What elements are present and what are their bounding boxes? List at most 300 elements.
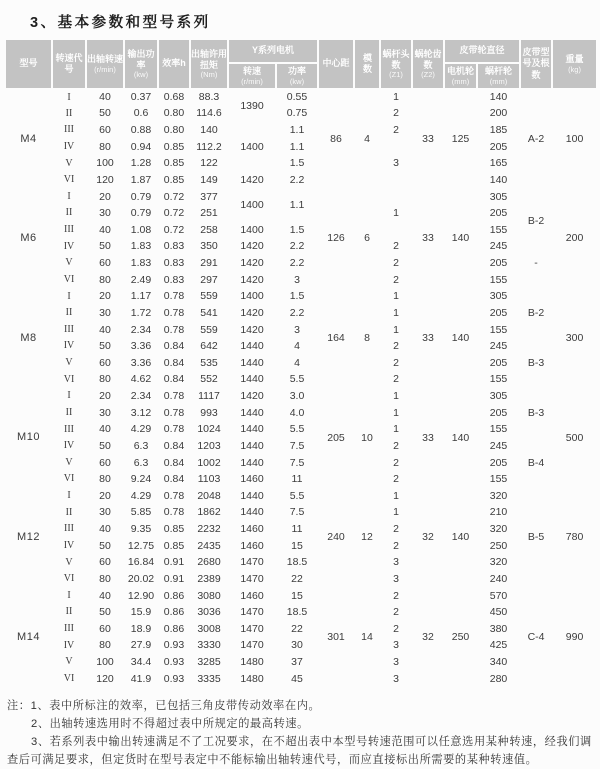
cell-model: M12 [5, 488, 52, 588]
cell-wheel-teeth: 32 [412, 488, 444, 588]
cell-motor-power: 18.5 [276, 604, 318, 621]
note-line: 3、若系列表中输出转速满足不了工况要求，在不超出表中本型号转速范围可以任意选用某种转速，经我们调查后可满足要求，但定货时在型号表定中不能标输出轴转速代号，而应直接标出所需要的某种转速值。 [7, 733, 594, 769]
cell-output-speed: 100 [86, 654, 124, 671]
cell-speed-code: III [52, 621, 86, 638]
cell-output-speed: 30 [86, 205, 124, 222]
cell-efficiency: 0.86 [158, 604, 190, 621]
note-text: 1、表中所标注的效率，已包括三角皮带传动效率在内。 [31, 697, 321, 715]
cell-worm-starts: 3 [380, 555, 412, 572]
cell-motor-speed: 1420 [228, 239, 276, 256]
cell-torque: 3036 [190, 604, 228, 621]
cell-belt [520, 422, 552, 455]
cell-wheel-teeth: 33 [412, 289, 444, 389]
note-label: 注： [7, 697, 31, 715]
cell-belt [520, 289, 552, 306]
cell-speed-code: III [52, 322, 86, 339]
cell-output-speed: 40 [86, 322, 124, 339]
cell-speed-code: I [52, 89, 86, 106]
cell-motor-speed: 1420 [228, 255, 276, 272]
cell-motor-speed: 1460 [228, 471, 276, 488]
cell-worm-pulley: 250 [477, 538, 520, 555]
cell-efficiency: 0.78 [158, 405, 190, 422]
cell-torque: 251 [190, 205, 228, 222]
footer-notes [7, 697, 594, 769]
cell-worm-starts: 1 [380, 305, 412, 322]
cell-speed-code: III [52, 122, 86, 139]
cell-torque: 1002 [190, 455, 228, 472]
cell-motor-power: 1.5 [276, 289, 318, 306]
table-row [5, 538, 597, 555]
cell-torque: 291 [190, 255, 228, 272]
cell-output-power: 12.75 [124, 538, 158, 555]
header-output-power: 输出功率 (kw) [124, 39, 158, 89]
cell-efficiency: 0.86 [158, 588, 190, 605]
cell-torque: 535 [190, 355, 228, 372]
cell-output-power: 0.79 [124, 189, 158, 206]
table-row [5, 222, 597, 239]
cell-torque: 3008 [190, 621, 228, 638]
cell-weight: 500 [552, 388, 597, 488]
cell-output-speed: 60 [86, 255, 124, 272]
cell-output-power: 3.36 [124, 355, 158, 372]
cell-motor-speed: 1480 [228, 671, 276, 688]
cell-motor-speed: 1440 [228, 438, 276, 455]
cell-output-power: 1.87 [124, 172, 158, 189]
cell-worm-starts: 2 [380, 372, 412, 389]
cell-worm-pulley: 205 [477, 355, 520, 372]
cell-speed-code: V [52, 355, 86, 372]
cell-worm-pulley: 205 [477, 455, 520, 472]
cell-output-power: 3.36 [124, 338, 158, 355]
cell-motor-speed: 1460 [228, 588, 276, 605]
cell-motor-pulley: 140 [444, 289, 477, 389]
cell-output-speed: 20 [86, 388, 124, 405]
cell-output-speed: 80 [86, 638, 124, 655]
cell-speed-code: IV [52, 239, 86, 256]
cell-worm-pulley: 320 [477, 555, 520, 572]
cell-output-power: 0.79 [124, 205, 158, 222]
cell-output-power: 9.24 [124, 471, 158, 488]
cell-motor-power: 2.2 [276, 305, 318, 322]
cell-motor-speed: 1440 [228, 455, 276, 472]
cell-torque: 541 [190, 305, 228, 322]
header-model: 型号 [5, 39, 52, 89]
cell-efficiency: 0.72 [158, 205, 190, 222]
header-torque: 出轴许用扭矩 (Nm) [190, 39, 228, 89]
cell-motor-speed: 1470 [228, 621, 276, 638]
cell-efficiency: 0.85 [158, 139, 190, 156]
cell-speed-code: II [52, 205, 86, 222]
cell-torque: 1862 [190, 505, 228, 522]
cell-speed-code: VI [52, 272, 86, 289]
cell-speed-code: V [52, 455, 86, 472]
table-row [5, 638, 597, 655]
table-row [5, 671, 597, 688]
cell-worm-pulley: 185 [477, 122, 520, 139]
cell-worm-starts: 2 [380, 538, 412, 555]
cell-motor-speed: 1420 [228, 172, 276, 189]
cell-motor-power: 7.5 [276, 438, 318, 455]
cell-motor-speed: 1470 [228, 571, 276, 588]
cell-worm-pulley: 305 [477, 289, 520, 306]
cell-motor-speed: 1460 [228, 521, 276, 538]
cell-efficiency: 0.91 [158, 571, 190, 588]
cell-output-power: 34.4 [124, 654, 158, 671]
cell-worm-pulley: 205 [477, 405, 520, 422]
cell-output-power: 5.85 [124, 505, 158, 522]
cell-torque: 258 [190, 222, 228, 239]
cell-output-power: 1.83 [124, 255, 158, 272]
table-row [5, 106, 597, 123]
cell-torque: 3335 [190, 671, 228, 688]
cell-output-power: 2.49 [124, 272, 158, 289]
cell-worm-starts: 1 [380, 322, 412, 339]
cell-speed-code: II [52, 604, 86, 621]
cell-speed-code: II [52, 305, 86, 322]
table-row [5, 272, 597, 289]
cell-worm-starts: 2 [380, 355, 412, 372]
cell-motor-speed: 1440 [228, 422, 276, 439]
cell-motor-speed: 1400 [228, 222, 276, 239]
cell-output-speed: 80 [86, 139, 124, 156]
cell-torque: 122 [190, 156, 228, 173]
cell-efficiency: 0.85 [158, 156, 190, 173]
cell-output-speed: 50 [86, 106, 124, 123]
header-efficiency: 效率h [158, 39, 190, 89]
note-line [7, 697, 594, 715]
cell-worm-pulley: 205 [477, 255, 520, 272]
cell-output-speed: 40 [86, 89, 124, 106]
cell-motor-power: 5.5 [276, 422, 318, 439]
cell-worm-starts: 3 [380, 638, 412, 655]
table-row [5, 388, 597, 405]
cell-output-speed: 50 [86, 338, 124, 355]
cell-output-power: 3.12 [124, 405, 158, 422]
cell-worm-pulley: 380 [477, 621, 520, 638]
cell-motor-power: 1.5 [276, 156, 318, 173]
header-worm-starts: 蜗杆头数 (Z1) [380, 39, 412, 89]
header-worm-pulley: 蜗杆轮 (mm) [477, 63, 520, 89]
cell-motor-power: 1.1 [276, 139, 318, 156]
cell-speed-code: II [52, 405, 86, 422]
cell-motor-power: 4 [276, 338, 318, 355]
cell-output-power: 4.62 [124, 372, 158, 389]
cell-speed-code: V [52, 255, 86, 272]
table-row [5, 338, 597, 355]
cell-torque: 1203 [190, 438, 228, 455]
cell-speed-code: II [52, 106, 86, 123]
cell-worm-starts: 3 [380, 671, 412, 688]
cell-center-distance: 205 [318, 388, 354, 488]
cell-efficiency: 0.78 [158, 505, 190, 522]
cell-output-speed: 30 [86, 505, 124, 522]
cell-torque: 377 [190, 189, 228, 206]
cell-worm-pulley: 140 [477, 172, 520, 189]
cell-motor-pulley: 140 [444, 189, 477, 289]
cell-motor-power: 0.55 [276, 89, 318, 106]
cell-output-power: 1.28 [124, 156, 158, 173]
cell-motor-power: 1.1 [276, 122, 318, 139]
cell-worm-pulley: 305 [477, 388, 520, 405]
cell-output-speed: 100 [86, 156, 124, 173]
cell-efficiency: 0.83 [158, 239, 190, 256]
cell-speed-code: IV [52, 139, 86, 156]
cell-speed-code: I [52, 289, 86, 306]
cell-worm-pulley: 240 [477, 571, 520, 588]
cell-motor-speed: 1480 [228, 654, 276, 671]
cell-output-speed: 60 [86, 355, 124, 372]
cell-efficiency: 0.78 [158, 305, 190, 322]
cell-worm-pulley: 425 [477, 638, 520, 655]
cell-output-speed: 20 [86, 189, 124, 206]
cell-worm-starts [380, 222, 412, 239]
parameters-table [4, 38, 598, 688]
cell-belt [520, 471, 552, 488]
cell-motor-speed: 1420 [228, 305, 276, 322]
cell-motor-power: 1.1 [276, 189, 318, 222]
table-row [5, 255, 597, 272]
cell-worm-starts: 2 [380, 438, 412, 455]
table-row [5, 654, 597, 671]
cell-efficiency: 0.93 [158, 671, 190, 688]
cell-motor-power: 30 [276, 638, 318, 655]
table-row [5, 189, 597, 206]
cell-motor-pulley: 125 [444, 89, 477, 189]
cell-output-speed: 20 [86, 488, 124, 505]
cell-output-speed: 50 [86, 538, 124, 555]
cell-motor-power: 4.0 [276, 405, 318, 422]
cell-worm-starts: 2 [380, 255, 412, 272]
cell-belt: B-5 [520, 488, 552, 588]
cell-worm-pulley: 200 [477, 106, 520, 123]
cell-efficiency: 0.93 [158, 654, 190, 671]
cell-worm-starts: 2 [380, 239, 412, 256]
cell-center-distance: 301 [318, 588, 354, 688]
header-pulley-group: 皮带轮直径 [444, 39, 520, 63]
cell-motor-speed: 1440 [228, 372, 276, 389]
cell-worm-pulley: 320 [477, 488, 520, 505]
cell-output-power: 6.3 [124, 455, 158, 472]
table-row [5, 505, 597, 522]
cell-torque: 114.6 [190, 106, 228, 123]
table-row [5, 355, 597, 372]
cell-torque: 3330 [190, 638, 228, 655]
cell-worm-pulley: 155 [477, 471, 520, 488]
cell-motor-speed: 1400 [228, 189, 276, 222]
cell-weight: 780 [552, 488, 597, 588]
cell-motor-power: 2.2 [276, 172, 318, 189]
cell-torque: 552 [190, 372, 228, 389]
cell-efficiency: 0.72 [158, 189, 190, 206]
cell-model: M14 [5, 588, 52, 688]
table-row [5, 289, 597, 306]
cell-torque: 1117 [190, 388, 228, 405]
cell-motor-speed: 1470 [228, 604, 276, 621]
cell-model: M8 [5, 289, 52, 389]
cell-motor-power: 7.5 [276, 455, 318, 472]
cell-module: 6 [354, 189, 380, 289]
cell-motor-pulley: 250 [444, 588, 477, 688]
header-motor-group: Y系列电机 [228, 39, 318, 63]
cell-motor-speed: 1440 [228, 355, 276, 372]
cell-motor-power: 11 [276, 521, 318, 538]
cell-torque: 112.2 [190, 139, 228, 156]
table-row [5, 455, 597, 472]
cell-wheel-teeth: 33 [412, 388, 444, 488]
cell-worm-pulley: 165 [477, 156, 520, 173]
cell-torque: 642 [190, 338, 228, 355]
cell-output-power: 1.72 [124, 305, 158, 322]
table-row [5, 588, 597, 605]
table-row [5, 604, 597, 621]
cell-worm-pulley: 205 [477, 205, 520, 222]
cell-efficiency: 0.78 [158, 289, 190, 306]
cell-worm-pulley: 210 [477, 505, 520, 522]
cell-torque: 3080 [190, 588, 228, 605]
table-row [5, 555, 597, 572]
cell-center-distance: 240 [318, 488, 354, 588]
cell-weight: 990 [552, 588, 597, 688]
cell-motor-power: 7.5 [276, 505, 318, 522]
header-belt: 皮带型号及根数 [520, 39, 552, 89]
cell-efficiency: 0.80 [158, 106, 190, 123]
cell-efficiency: 0.84 [158, 355, 190, 372]
cell-speed-code: III [52, 422, 86, 439]
cell-motor-speed: 1400 [228, 289, 276, 306]
cell-worm-starts: 3 [380, 654, 412, 671]
cell-module: 8 [354, 289, 380, 389]
cell-worm-starts: 1 [380, 289, 412, 306]
cell-worm-pulley: 155 [477, 322, 520, 339]
cell-worm-starts: 1 [380, 488, 412, 505]
cell-efficiency: 0.84 [158, 455, 190, 472]
cell-efficiency: 0.85 [158, 538, 190, 555]
cell-efficiency: 0.72 [158, 222, 190, 239]
cell-output-speed: 60 [86, 621, 124, 638]
table-row [5, 621, 597, 638]
cell-speed-code: IV [52, 638, 86, 655]
table-row [5, 571, 597, 588]
cell-motor-speed: 1390 [228, 89, 276, 122]
cell-output-power: 1.17 [124, 289, 158, 306]
cell-torque: 559 [190, 322, 228, 339]
table-body [5, 89, 597, 688]
cell-speed-code: IV [52, 538, 86, 555]
cell-efficiency: 0.84 [158, 372, 190, 389]
cell-efficiency: 0.78 [158, 422, 190, 439]
cell-belt: A-2 [520, 89, 552, 189]
cell-center-distance: 126 [318, 189, 354, 289]
cell-efficiency: 0.84 [158, 438, 190, 455]
cell-torque: 140 [190, 122, 228, 139]
page-title: 3、基本参数和型号系列 [0, 0, 600, 38]
cell-torque: 2048 [190, 488, 228, 505]
cell-wheel-teeth: 33 [412, 89, 444, 189]
cell-motor-speed: 1440 [228, 505, 276, 522]
header-wheel-teeth: 蜗轮齿数 (Z2) [412, 39, 444, 89]
cell-worm-pulley: 340 [477, 654, 520, 671]
cell-efficiency: 0.83 [158, 272, 190, 289]
cell-motor-speed: 1420 [228, 272, 276, 289]
cell-motor-power: 22 [276, 571, 318, 588]
cell-model: M6 [5, 189, 52, 289]
table-row [5, 488, 597, 505]
cell-torque: 2435 [190, 538, 228, 555]
cell-output-power: 0.6 [124, 106, 158, 123]
cell-worm-starts: 2 [380, 122, 412, 139]
table-row [5, 372, 597, 389]
cell-motor-pulley: 140 [444, 388, 477, 488]
cell-output-speed: 50 [86, 604, 124, 621]
cell-torque: 993 [190, 405, 228, 422]
cell-efficiency: 0.83 [158, 255, 190, 272]
cell-worm-pulley: 155 [477, 222, 520, 239]
cell-speed-code: V [52, 156, 86, 173]
cell-motor-power: 5.5 [276, 372, 318, 389]
cell-worm-starts: 2 [380, 521, 412, 538]
cell-belt: B-2 [520, 305, 552, 322]
cell-speed-code: II [52, 505, 86, 522]
table-header [5, 39, 597, 89]
cell-motor-speed: 1470 [228, 638, 276, 655]
cell-motor-power: 2.2 [276, 239, 318, 256]
cell-speed-code: VI [52, 571, 86, 588]
cell-output-power: 1.83 [124, 239, 158, 256]
cell-worm-pulley: 245 [477, 338, 520, 355]
cell-output-speed: 60 [86, 122, 124, 139]
cell-speed-code: V [52, 555, 86, 572]
cell-belt [520, 322, 552, 355]
table-row [5, 521, 597, 538]
cell-motor-speed: 1440 [228, 338, 276, 355]
cell-output-power: 27.9 [124, 638, 158, 655]
cell-motor-power: 4 [276, 355, 318, 372]
cell-motor-power: 3 [276, 322, 318, 339]
cell-module: 4 [354, 89, 380, 189]
cell-output-power: 6.3 [124, 438, 158, 455]
table-row [5, 405, 597, 422]
cell-speed-code: III [52, 222, 86, 239]
cell-module: 10 [354, 388, 380, 488]
cell-output-power: 12.90 [124, 588, 158, 605]
cell-efficiency: 0.91 [158, 555, 190, 572]
cell-output-speed: 50 [86, 239, 124, 256]
table-row [5, 89, 597, 106]
cell-output-power: 16.84 [124, 555, 158, 572]
cell-worm-pulley: 320 [477, 521, 520, 538]
cell-worm-starts: 2 [380, 588, 412, 605]
cell-worm-starts: 2 [380, 272, 412, 289]
cell-torque: 350 [190, 239, 228, 256]
cell-speed-code: VI [52, 172, 86, 189]
cell-output-power: 20.02 [124, 571, 158, 588]
cell-efficiency: 0.85 [158, 521, 190, 538]
cell-worm-starts [380, 139, 412, 156]
cell-output-power: 41.9 [124, 671, 158, 688]
cell-motor-speed: 1420 [228, 322, 276, 339]
cell-efficiency: 0.86 [158, 621, 190, 638]
cell-output-speed: 40 [86, 422, 124, 439]
cell-wheel-teeth: 32 [412, 588, 444, 688]
cell-output-power: 0.88 [124, 122, 158, 139]
cell-belt: C-4 [520, 588, 552, 688]
cell-center-distance: 164 [318, 289, 354, 389]
cell-motor-power: 2.2 [276, 255, 318, 272]
cell-worm-pulley: 155 [477, 272, 520, 289]
cell-torque: 559 [190, 289, 228, 306]
cell-speed-code: I [52, 388, 86, 405]
cell-motor-power: 11 [276, 471, 318, 488]
